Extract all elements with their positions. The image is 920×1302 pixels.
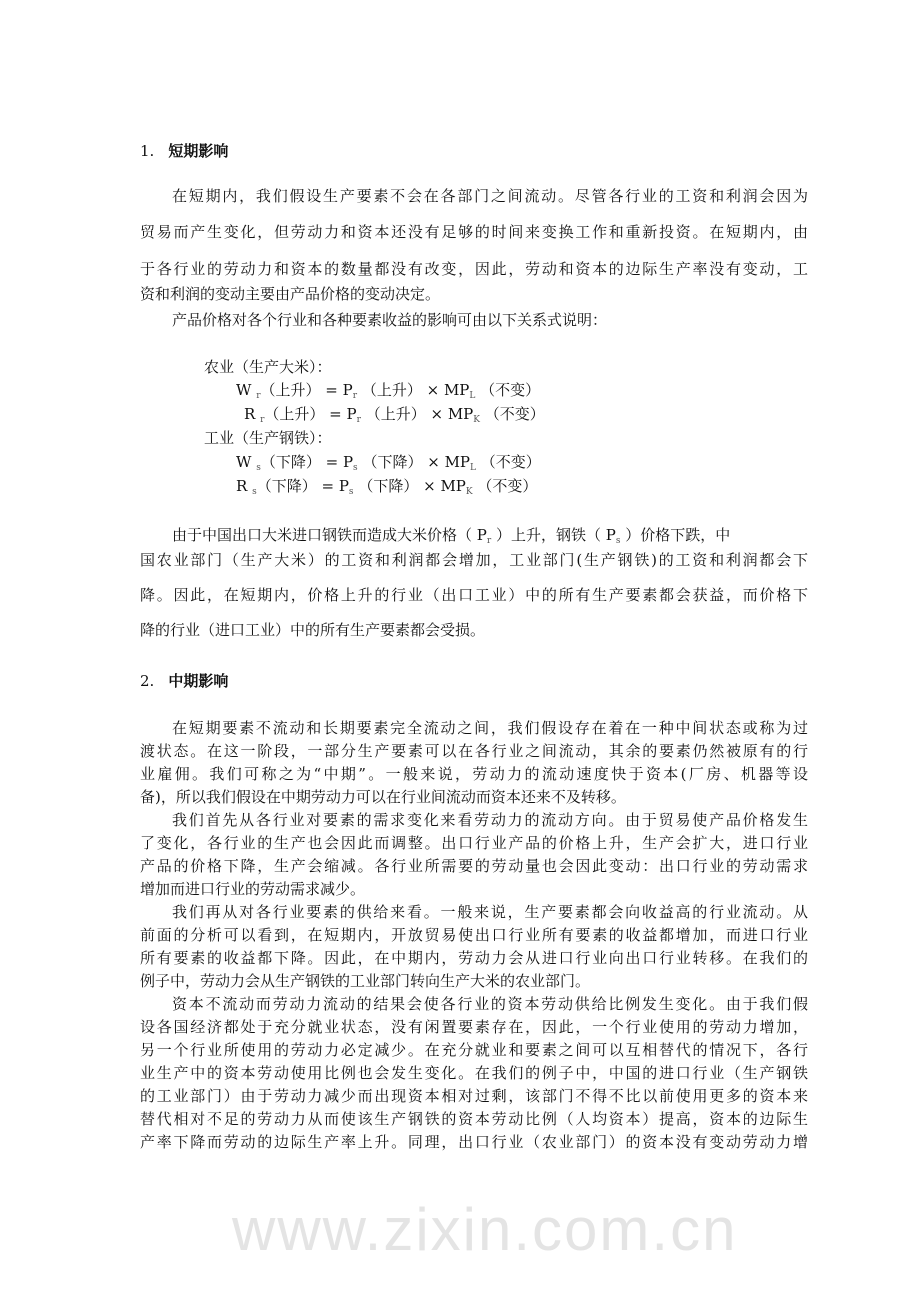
paragraph-line: 于各行业的劳动力和资本的数量都没有改变，因此，劳动和资本的边际生产率没有变动，工 — [140, 260, 808, 278]
paragraph-line: 资本不流动而劳动力流动的结果会使各行业的资本劳动供给比例发生变化。由于我们假 — [172, 995, 808, 1013]
formula-label-agriculture: 农业（生产大米）： — [204, 358, 332, 376]
paragraph-line: 前面的分析可以看到，在短期内，开放贸易使出口行业所有要素的收益都增加，而进口行业 — [140, 926, 808, 944]
paragraph-line: 业雇佣。我们可称之为“中期”。一般来说，劳动力的流动速度快于资本(厂房、机器等设 — [140, 765, 808, 783]
paragraph-line: 降。因此，在短期内，价格上升的行业（出口工业）中的所有生产要素都会获益，而价格下 — [140, 586, 808, 604]
section-1-heading — [140, 141, 808, 161]
paragraph-line: 国农业部门（生产大米）的工资和利润都会增加，工业部门(生产钢铁)的工资和利润都会下 — [140, 551, 808, 569]
paragraph-line: 我们再从对各行业要素的供给来看。一般来说，生产要素都会向收益高的行业流动。从 — [172, 903, 808, 921]
paragraph-line: 增加而进口行业的劳动需求减少。 — [140, 880, 366, 898]
formula-label-industry: 工业（生产钢铁）： — [204, 429, 332, 447]
paragraph-line: 备)，所以我们假设在中期劳动力可以在行业间流动而资本还来不及转移。 — [140, 788, 626, 806]
section-title: 短期影响 — [168, 142, 229, 160]
watermark: www.zixin.com.cn — [232, 1196, 738, 1263]
paragraph-line: 另一个行业所使用的劳动力必定减少。在充分就业和要素之间可以互相替代的情况下，各行 — [140, 1041, 808, 1059]
formula-wage-steel: W $_s$（下降） = $P_s$ （下降） × $MP_L$ （不变） — [236, 453, 541, 473]
paragraph-line: 例子中，劳动力会从生产钢铁的工业部门转向生产大米的农业部门。 — [140, 972, 591, 990]
paragraph-line: 降的行业（进口工业）中的所有生产要素都会受损。 — [140, 621, 486, 639]
paragraph-line: 产品价格对各个行业和各种要素收益的影响可由以下关系式说明： — [172, 311, 608, 329]
paragraph-line: 渡状态。在这一阶段，一部分生产要素可以在各行业之间流动，其余的要素仍然被原有的行 — [140, 742, 808, 760]
formula-rent-rice: R $_r$（上升） = $P_r$ （上升） × $MP_K$ （不变） — [244, 405, 545, 425]
formula-rent-steel: R $_s$（下降） = $P_s$ （下降） × $MP_K$ （不变） — [236, 477, 538, 497]
section-title: 中期影响 — [168, 672, 229, 690]
formula-wage-rice: W $_r$（上升） = $P_r$ （上升） × $MP_L$ （不变） — [236, 381, 541, 401]
paragraph-line: 替代相对不足的劳动力从而使该生产钢铁的资本劳动比例（人均资本）提高，资本的边际生 — [140, 1110, 808, 1128]
section-number: 2. — [140, 672, 155, 690]
section-number: 1. — [140, 142, 155, 160]
paragraph-line: 产率下降而劳动的边际生产率上升。同理，出口行业（农业部门）的资本没有变动劳动力增 — [140, 1133, 808, 1151]
paragraph-line: 资和利润的变动主要由产品价格的变动决定。 — [140, 285, 441, 303]
paragraph-line: 产品的价格下降，生产会缩减。各行业所需要的劳动量也会因此变动：出口行业的劳动需求 — [140, 857, 808, 875]
paragraph-line: 所有要素的收益都下降。因此，在中期内，劳动力会从进口行业向出口行业转移。在我们的 — [140, 949, 808, 967]
paragraph-line: 由于中国出口大米进口钢铁而造成大米价格（ $P_r$ ）上升，钢铁（ $P_s$ ）价格下跌，中 — [172, 526, 731, 546]
paragraph-line: 在短期内，我们假设生产要素不会在各部门之间流动。尽管各行业的工资和利润会因为 — [172, 187, 808, 205]
paragraph-line: 我们首先从各行业对要素的需求变化来看劳动力的流动方向。由于贸易使产品价格发生 — [172, 811, 808, 829]
paragraph-line: 贸易而产生变化，但劳动力和资本还没有足够的时间来变换工作和重新投资。在短期内，由 — [140, 223, 808, 241]
paragraph-line: 设各国经济都处于充分就业状态，没有闲置要素存在，因此，一个行业使用的劳动力增加， — [140, 1018, 808, 1036]
paragraph-line: 的工业部门）由于劳动力减少而出现资本相对过剩，该部门不得不比以前使用更多的资本来 — [140, 1087, 808, 1105]
paragraph-line: 业生产中的资本劳动使用比例也会发生变化。在我们的例子中，中国的进口行业（生产钢铁 — [140, 1064, 808, 1082]
paragraph-line: 了变化，各行业的生产也会因此而调整。出口行业产品的价格上升，生产会扩大，进口行业 — [140, 834, 808, 852]
paragraph-line: 在短期要素不流动和长期要素完全流动之间，我们假设存在着在一种中间状态或称为过 — [172, 719, 808, 737]
section-2-heading — [140, 671, 808, 691]
